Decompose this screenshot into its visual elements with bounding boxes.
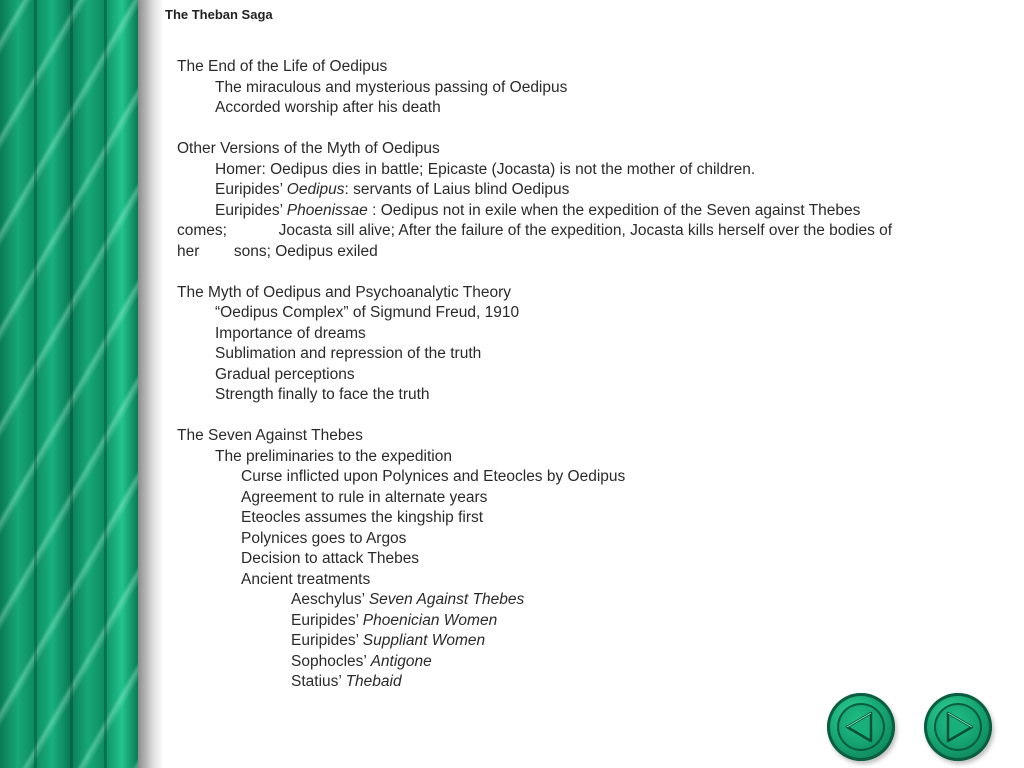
author-text: Sophocles’ — [291, 652, 371, 670]
list-item: Agreement to rule in alternate years — [241, 488, 488, 506]
author-text: Euripides’ — [215, 181, 287, 198]
author-text: Aeschylus’ — [291, 591, 369, 608]
work-title: Seven Against Thebes — [368, 591, 525, 608]
author-text: Euripides’ — [291, 611, 363, 629]
item-text: : servants of Laius blind Oedipus — [344, 181, 570, 198]
sub-heading: The preliminaries to the expedition — [215, 447, 452, 465]
list-item-continuation: comes; Jocasta sill alive; After the failure of the expedition, Jocasta kills herself over the bodies of — [177, 222, 893, 239]
item-text: : Oedipus not in exile when the expedition of the Seven against Thebes — [367, 201, 861, 219]
band-shadow — [138, 0, 164, 768]
list-item: Strength finally to face the truth — [215, 386, 430, 403]
prev-arrow-icon — [827, 693, 895, 761]
section-heading: The Seven Against Thebes — [177, 427, 363, 444]
work-title: Phoenician Women — [362, 611, 498, 629]
band-stripe — [70, 0, 73, 768]
author-text: Statius’ — [291, 673, 346, 690]
list-item: Ancient treatments — [241, 570, 371, 588]
next-arrow-icon — [924, 693, 992, 761]
next-slide-button[interactable] — [924, 693, 992, 761]
band-stripe — [34, 0, 37, 768]
band-stripe — [104, 0, 107, 768]
treatment-item — [177, 652, 977, 673]
slide-content — [177, 57, 977, 693]
list-item: Eteocles assumes the kingship first — [241, 509, 484, 526]
list-item: Decision to attack Thebes — [241, 550, 420, 567]
author-text: Euripides’ — [215, 201, 287, 219]
work-title: Phoenissae — [286, 201, 368, 219]
list-item: Curse inflicted upon Polynices and Eteocles by Oedipus — [241, 468, 626, 485]
previous-slide-button[interactable] — [827, 693, 895, 761]
work-title: Suppliant Women — [362, 632, 486, 649]
list-item: Accorded worship after his death — [215, 99, 441, 116]
list-item: Gradual perceptions — [215, 365, 355, 383]
work-title: Antigone — [370, 652, 432, 670]
decorative-side-band — [0, 0, 138, 768]
list-item: Polynices goes to Argos — [241, 529, 407, 547]
treatment-item — [177, 672, 977, 693]
list-item — [177, 201, 977, 222]
slide-title: The Theban Saga — [165, 7, 273, 22]
treatment-item — [177, 590, 977, 611]
treatment-item — [177, 611, 977, 632]
section-heading: Other Versions of the Myth of Oedipus — [177, 140, 440, 157]
work-title: Oedipus — [286, 181, 345, 198]
list-item: Homer: Oedipus dies in battle; Epicaste (Jocasta) is not the mother of children. — [215, 160, 756, 178]
author-text: Euripides’ — [291, 632, 363, 649]
list-item — [177, 180, 977, 201]
treatment-item — [177, 631, 977, 652]
list-item: The miraculous and mysterious passing of Oedipus — [215, 78, 568, 96]
list-item: “Oedipus Complex” of Sigmund Freud, 1910 — [215, 304, 520, 321]
section-heading: The Myth of Oedipus and Psychoanalytic Theory — [177, 283, 511, 301]
list-item: Importance of dreams — [215, 324, 366, 342]
list-item-continuation: her sons; Oedipus exiled — [177, 242, 378, 260]
section-heading: The End of the Life of Oedipus — [177, 58, 388, 75]
work-title: Thebaid — [345, 673, 402, 690]
list-item: Sublimation and repression of the truth — [215, 345, 482, 362]
